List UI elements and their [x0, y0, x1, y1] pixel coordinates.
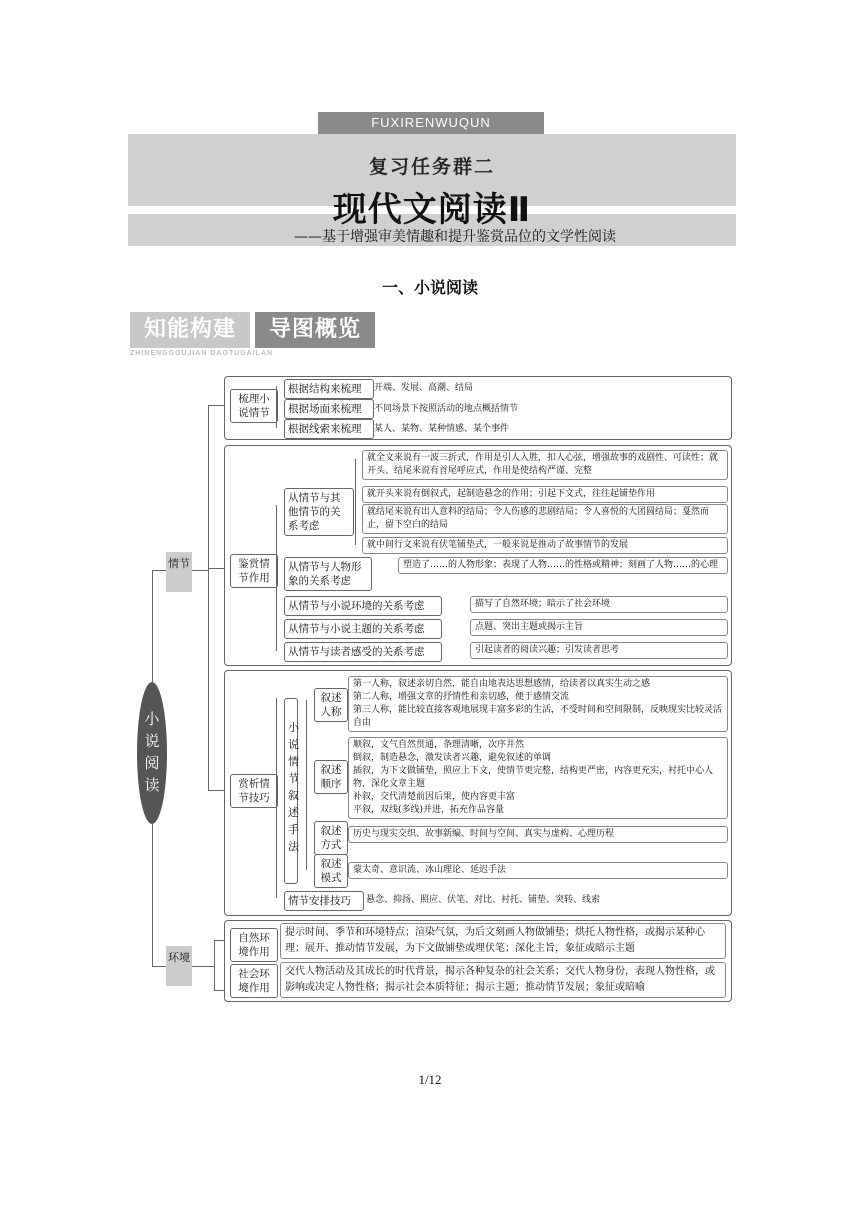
connector: [214, 940, 215, 990]
page-title: 现代文阅读Ⅱ: [332, 190, 532, 230]
person-item-3: 第三人称，能比较直接客观地展现丰富多彩的生活，不受时间和空间限制，反映现实比较灵活自由: [353, 705, 723, 728]
connector: [306, 700, 307, 870]
sorting-scene-text: 不同场景下按照活动的地点概括情节: [374, 404, 519, 414]
social-env-label: 社会环境作用: [230, 964, 278, 998]
sorting-label: 梳理小说情节: [230, 389, 278, 423]
banner-left: 知能构建: [130, 312, 250, 348]
reader-relation-text: 引起读者的阅读兴趣；引发读者思考: [470, 642, 728, 659]
function-label: 鉴赏情节作用: [230, 554, 278, 588]
connector: [276, 698, 277, 898]
person-label: 叙述人称: [314, 688, 348, 722]
connector: [152, 570, 166, 571]
connector: [276, 386, 277, 428]
plot-node: 情节: [166, 552, 192, 592]
social-env-text: 交代人物活动及其成长的时代背景，揭示各种复杂的社会关系；交代人物身份，表现人物性格，或影响或决定人物性格；揭示社会本质特征；揭示主题；推动情节发展；象征或暗喻: [280, 962, 726, 998]
natural-env-text: 提示时间、季节和环境特点；渲染气氛，为后文刻画人物做铺垫；烘托人物性格，或揭示某种心理；展开、推动情节发展，为下文做铺垫或埋伏笔；深化主旨，象征或暗示主题: [280, 923, 726, 959]
mode-text: 蒙太奇、意识流、冰山理论、延迟手法: [348, 862, 728, 879]
sorting-structure: 根据结构来梳理: [284, 379, 374, 399]
sorting-clue: 根据线索来梳理: [284, 419, 374, 439]
person-item-2: 第二人称，增强文章的抒情性和亲切感，便于感情交流: [353, 692, 570, 702]
arrangement-label: 情节安排技巧: [284, 891, 364, 911]
other-plot-item-4: 就中间行文来说有伏笔铺垫式，一般来说是推动了故事情节的发展: [362, 537, 728, 554]
person-items: [348, 676, 728, 732]
connector: [355, 459, 356, 545]
techniques-label: 赏析情节技巧: [230, 774, 278, 808]
arrangement-text: 悬念、抑扬、照应、伏笔、对比、衬托、铺垫、突转、线索: [366, 895, 601, 905]
connector: [152, 570, 153, 682]
root-node: [137, 682, 167, 824]
order-item-5: 平叙，双线(多线)并进，拓充作品容量: [353, 805, 505, 815]
theme-relation-text: 点题、突出主题或揭示主旨: [470, 619, 728, 636]
section-title: 一、小说阅读: [381, 278, 478, 297]
environment-relation-text: 描写了自然环境；暗示了社会环境: [470, 596, 728, 613]
other-plot-item-1: 就全文来说有一波三折式，作用是引人入胜，扣人心弦，增强故事的戏剧性、可读性；就开头、结尾来说有首尾呼应式，作用是使结构严谨、完整: [362, 450, 728, 480]
order-item-3: 插叙，为下文做铺垫，照应上下文，使情节更完整，结构更严密，内容更充实，衬托中心人物，深化文章主题: [353, 766, 714, 789]
other-plot-label: 从情节与其他情节的关系考虑: [284, 488, 354, 536]
connector: [214, 990, 224, 991]
environment-node: 环境: [166, 946, 192, 986]
header-banner: [128, 134, 736, 246]
order-items: [348, 737, 728, 819]
connector: [192, 966, 214, 967]
manner-label: 叙述方式: [314, 821, 348, 855]
connector: [208, 790, 224, 791]
connector: [152, 966, 166, 967]
connector: [214, 940, 224, 941]
order-item-2: 倒叙，制造悬念，激发读者兴趣，避免叙述的单调: [353, 753, 552, 763]
manner-text: 历史与现实交织、故事新编、时间与空间、真实与虚构、心理历程: [348, 826, 728, 843]
connector: [192, 570, 208, 571]
connector: [152, 824, 153, 966]
connector: [208, 405, 224, 406]
other-plot-item-3: 就结尾来说有出人意料的结局；令人伤感的悲剧结局；令人喜悦的大团圆结局；戛然而止，留下空白的结局: [362, 504, 728, 534]
root-label: 小 说 阅 读: [144, 710, 160, 794]
task-group-label: 复习任务群二: [368, 156, 495, 178]
other-plot-item-2: 就开头来说有倒叙式，起制造悬念的作用；引起下文式，往往起铺垫作用: [362, 486, 728, 503]
character-text: 塑造了……的人物形象；表现了人物……的性格或精神；刻画了人物……的心理: [398, 557, 728, 574]
order-item-4: 补叙，交代清楚前因后果，使内容更丰富: [353, 792, 516, 802]
sorting-structure-text: 开端、发展、高潮、结局: [374, 383, 474, 393]
mode-label: 叙述模式: [314, 854, 348, 888]
sorting-clue-text: 某人、某物、某种情感、某个事件: [374, 424, 510, 434]
banner-right: 导图概览: [255, 312, 375, 348]
order-label: 叙述顺序: [314, 760, 348, 794]
connector: [276, 505, 277, 651]
environment-relation-label: 从情节与小说环境的关系考虑: [284, 596, 442, 616]
reader-relation-label: 从情节与读者感受的关系考虑: [284, 642, 442, 662]
page-subtitle: ——基于增强审美情趣和提升鉴赏品位的文学性阅读: [294, 229, 616, 245]
connector: [208, 568, 224, 569]
order-item-1: 顺叙，文气自然贯通，条理清晰，次序井然: [353, 740, 525, 750]
connector: [208, 405, 209, 790]
sorting-scene: 根据场面来梳理: [284, 399, 374, 419]
header-tab: FUXIRENWUQUN: [318, 112, 544, 134]
narration-label: 小说情节叙述手法: [284, 698, 298, 884]
person-item-1: 第一人称，叙述亲切自然，能自由地表达思想感情，给读者以真实生动之感: [353, 679, 651, 689]
theme-relation-label: 从情节与小说主题的关系考虑: [284, 619, 442, 639]
banner-pinyin: ZHINENGGOUJIAN DAOTUGAILAN: [130, 350, 274, 357]
character-label: 从情节与人物形象的关系考虑: [284, 557, 372, 591]
page-number: 1/12: [418, 1072, 442, 1087]
natural-env-label: 自然环境作用: [230, 928, 278, 962]
